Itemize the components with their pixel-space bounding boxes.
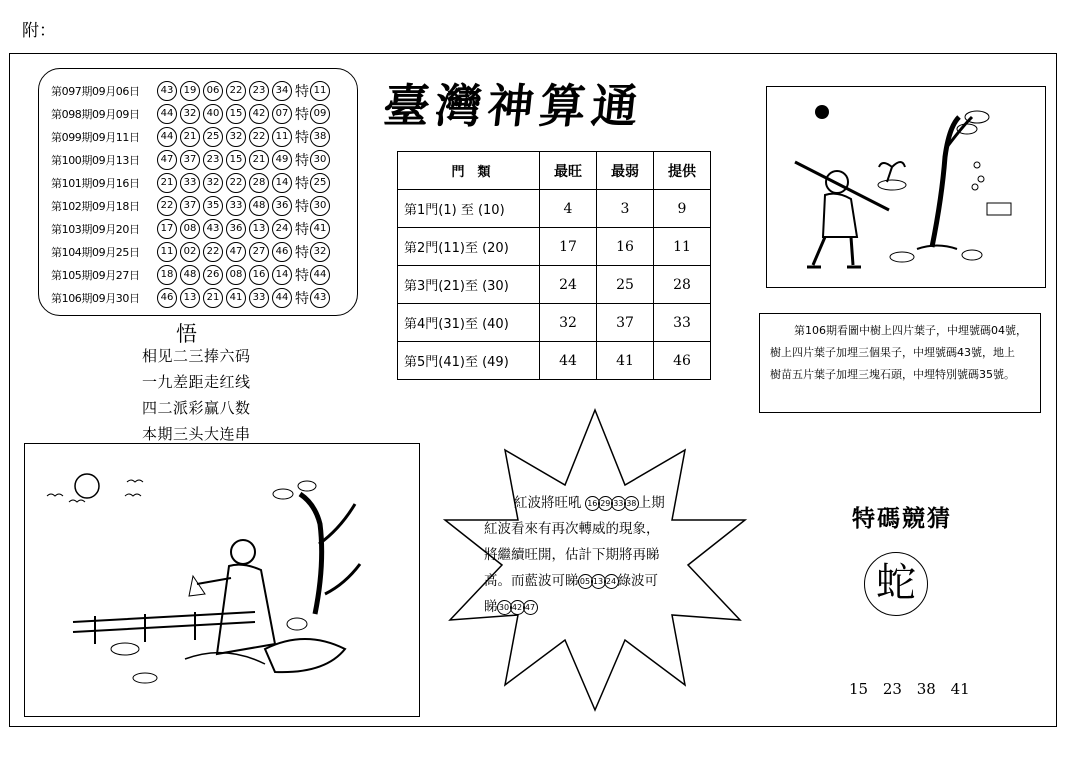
blue-ball: 13	[591, 574, 606, 589]
history-label: 第098期09月09日	[51, 107, 140, 121]
star-line-5	[484, 594, 720, 620]
cold-cell: 3	[597, 190, 654, 228]
gate-cell: 第1門(1) 至 (10)	[398, 190, 540, 228]
number-ball: 46	[157, 288, 177, 308]
poem-title: 悟	[176, 322, 197, 346]
header-label: 附：	[22, 21, 56, 41]
history-row	[51, 125, 333, 148]
poem-line: 本期三头大连串	[142, 425, 251, 443]
star-line-3: 將繼續旺開，估計下期將再睇	[484, 547, 660, 563]
table-row	[398, 190, 711, 228]
hot-cell: 44	[540, 342, 597, 380]
number-ball: 34	[272, 81, 292, 101]
number-ball: 47	[226, 242, 246, 262]
gate-cell: 第4門(31)至 (40)	[398, 304, 540, 342]
offer-cell: 28	[654, 266, 711, 304]
special-ball: 09	[310, 104, 330, 124]
number-ball: 14	[272, 173, 292, 193]
special-label: 特	[295, 129, 309, 146]
special-label: 特	[295, 244, 309, 261]
green-ball: 42	[510, 600, 525, 615]
gate-cell: 第3門(21)至 (30)	[398, 266, 540, 304]
number-ball: 14	[272, 265, 292, 285]
special-ball: 30	[310, 196, 330, 216]
cold-cell: 37	[597, 304, 654, 342]
poem-line: 相见二三捧六码	[142, 347, 251, 365]
special-label: 特	[295, 267, 309, 284]
history-row	[51, 102, 333, 125]
wave-analysis-text	[484, 490, 720, 620]
history-label: 第100期09月13日	[51, 153, 140, 167]
gate-cell: 第2門(11)至 (20)	[398, 228, 540, 266]
offer-cell: 33	[654, 304, 711, 342]
number-ball: 15	[226, 150, 246, 170]
number-ball: 13	[249, 219, 269, 239]
number-ball: 22	[157, 196, 177, 216]
history-row	[51, 79, 333, 102]
number-ball: 41	[226, 288, 246, 308]
note-line: 第106期看圖中樹上四片葉子，中埋號碼04號，	[794, 324, 1027, 337]
gate-cell: 第5門(41)至 (49)	[398, 342, 540, 380]
number-ball: 44	[157, 104, 177, 124]
history-label: 第099期09月11日	[51, 130, 140, 144]
table-header: 最弱	[597, 152, 654, 190]
number-ball: 32	[203, 173, 223, 193]
offer-cell: 9	[654, 190, 711, 228]
history-label: 第101期09月16日	[51, 176, 140, 190]
number-ball: 11	[272, 127, 292, 147]
history-row	[51, 263, 333, 286]
star-line-1	[484, 490, 720, 516]
number-ball: 43	[157, 81, 177, 101]
special-label: 特	[295, 106, 309, 123]
number-ball: 21	[249, 150, 269, 170]
number-ball: 33	[226, 196, 246, 216]
number-ball: 32	[180, 104, 200, 124]
number-ball: 40	[203, 104, 223, 124]
number-ball: 33	[249, 288, 269, 308]
number-ball: 43	[203, 219, 223, 239]
hot-cell: 32	[540, 304, 597, 342]
cold-cell: 41	[597, 342, 654, 380]
poem-line: 一九差距走红线	[142, 373, 251, 391]
number-ball: 49	[272, 150, 292, 170]
number-ball: 26	[203, 265, 223, 285]
number-ball: 28	[249, 173, 269, 193]
star-text: 上期	[637, 495, 665, 511]
number-ball: 22	[226, 81, 246, 101]
special-ball: 32	[310, 242, 330, 262]
number-ball: 24	[272, 219, 292, 239]
history-label: 第102期09月18日	[51, 199, 140, 213]
illustration-boy-tree	[766, 86, 1046, 288]
star-text: 紅波將旺吼	[514, 495, 582, 511]
history-label: 第097期09月06日	[51, 84, 140, 98]
blue-ball: 24	[604, 574, 619, 589]
gate-table	[397, 151, 711, 380]
number-ball: 48	[180, 265, 200, 285]
history-row	[51, 240, 333, 263]
hot-cell: 17	[540, 228, 597, 266]
number-ball: 08	[226, 265, 246, 285]
poem-line: 四二派彩赢八数	[142, 399, 251, 417]
number-ball: 35	[203, 196, 223, 216]
table-row	[398, 228, 711, 266]
number-ball: 44	[272, 288, 292, 308]
hot-cell: 4	[540, 190, 597, 228]
number-ball: 15	[226, 104, 246, 124]
number-ball: 48	[249, 196, 269, 216]
number-ball: 17	[157, 219, 177, 239]
history-row	[51, 286, 333, 309]
number-ball: 02	[180, 242, 200, 262]
star-text: 高。而藍波可睇	[484, 573, 579, 589]
number-ball: 44	[157, 127, 177, 147]
number-ball: 46	[272, 242, 292, 262]
number-ball: 42	[249, 104, 269, 124]
number-ball: 08	[180, 219, 200, 239]
number-ball: 19	[180, 81, 200, 101]
red-ball: 38	[624, 496, 639, 511]
note-line: 樹苗五片葉子加埋三塊石頭，中埋特別號碼35號。	[770, 368, 1015, 381]
number-ball: 07	[272, 104, 292, 124]
table-header: 提供	[654, 152, 711, 190]
offer-cell: 11	[654, 228, 711, 266]
number-ball: 32	[226, 127, 246, 147]
number-ball: 37	[180, 196, 200, 216]
red-ball: 33	[611, 496, 626, 511]
history-label: 第104期09月25日	[51, 245, 140, 259]
number-ball: 27	[249, 242, 269, 262]
star-line-2: 紅波看來有再次轉威的現象，	[484, 521, 660, 537]
number-ball: 22	[203, 242, 223, 262]
history-label: 第105期09月27日	[51, 268, 140, 282]
special-label: 特	[295, 83, 309, 100]
number-ball: 21	[157, 173, 177, 193]
number-ball: 23	[249, 81, 269, 101]
number-ball: 21	[203, 288, 223, 308]
special-ball: 25	[310, 173, 330, 193]
special-label: 特	[295, 175, 309, 192]
star-line-4	[484, 568, 720, 594]
special-ball: 41	[310, 219, 330, 239]
history-row	[51, 148, 333, 171]
number-ball: 23	[203, 150, 223, 170]
number-ball: 36	[272, 196, 292, 216]
guess-numbers: 15 23 38 41	[849, 680, 970, 698]
number-ball: 25	[203, 127, 223, 147]
number-ball: 22	[249, 127, 269, 147]
special-label: 特	[295, 152, 309, 169]
special-ball: 44	[310, 265, 330, 285]
page-title: 臺灣神算通	[380, 79, 647, 133]
hot-cell: 24	[540, 266, 597, 304]
number-ball: 22	[226, 173, 246, 193]
illustration-scholar	[24, 443, 420, 717]
table-row	[398, 266, 711, 304]
table-row	[398, 304, 711, 342]
guess-animal: 蛇	[864, 552, 928, 616]
history-row	[51, 194, 333, 217]
history-label: 第103期09月20日	[51, 222, 140, 236]
cold-cell: 16	[597, 228, 654, 266]
offer-cell: 46	[654, 342, 711, 380]
number-ball: 21	[180, 127, 200, 147]
number-ball: 11	[157, 242, 177, 262]
special-label: 特	[295, 290, 309, 307]
green-ball: 30	[497, 600, 512, 615]
star-text: 睇	[484, 599, 498, 615]
table-header: 最旺	[540, 152, 597, 190]
special-ball: 30	[310, 150, 330, 170]
special-ball: 38	[310, 127, 330, 147]
number-ball: 37	[180, 150, 200, 170]
special-label: 特	[295, 221, 309, 238]
history-box	[38, 68, 358, 316]
history-row	[51, 171, 333, 194]
guess-title: 特碼競猜	[852, 506, 952, 532]
green-ball: 47	[523, 600, 538, 615]
cold-cell: 25	[597, 266, 654, 304]
number-ball: 36	[226, 219, 246, 239]
blue-ball: 05	[578, 574, 593, 589]
special-ball: 11	[310, 81, 330, 101]
red-ball: 16	[585, 496, 600, 511]
number-ball: 47	[157, 150, 177, 170]
note-line: 樹上四片葉子加埋三個果子，中埋號碼43號，地上	[770, 346, 1015, 359]
special-label: 特	[295, 198, 309, 215]
red-ball: 29	[598, 496, 613, 511]
number-ball: 06	[203, 81, 223, 101]
star-text: 綠波可	[617, 573, 658, 589]
number-ball: 16	[249, 265, 269, 285]
number-ball: 18	[157, 265, 177, 285]
history-row	[51, 217, 333, 240]
table-header: 門 類	[398, 152, 540, 190]
hint-note	[759, 313, 1041, 413]
special-ball: 43	[310, 288, 330, 308]
number-ball: 33	[180, 173, 200, 193]
number-ball: 13	[180, 288, 200, 308]
history-label: 第106期09月30日	[51, 291, 140, 305]
table-row	[398, 342, 711, 380]
